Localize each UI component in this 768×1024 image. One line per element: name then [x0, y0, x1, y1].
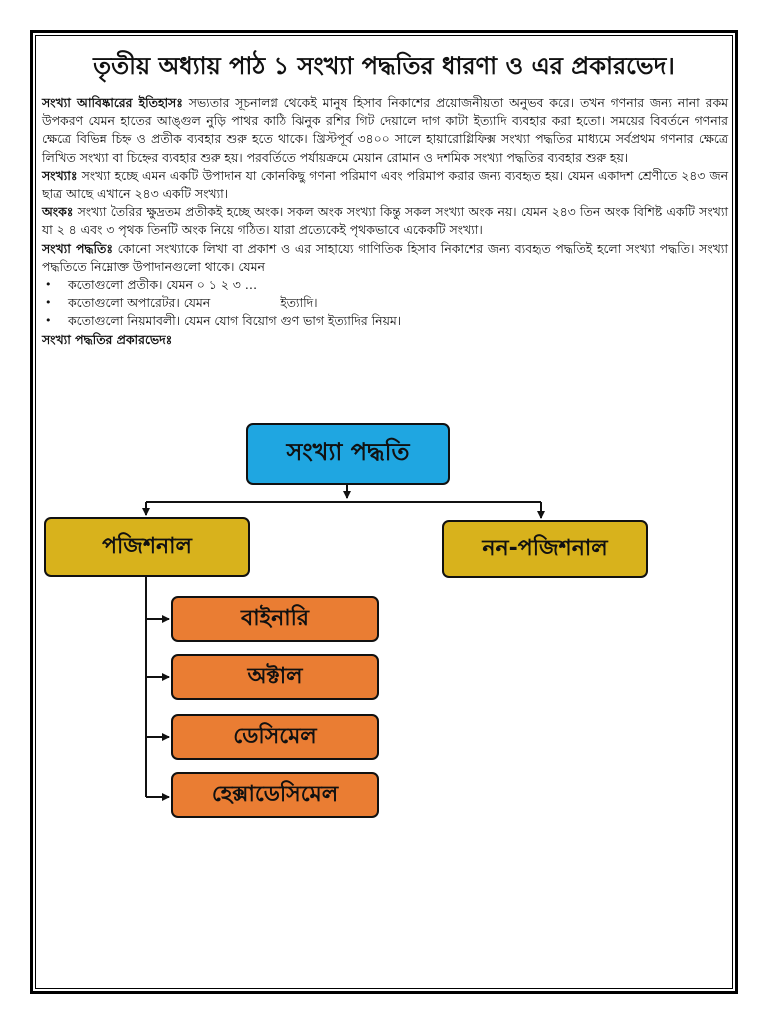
- hexadecimal-node: হেক্সাডেসিমেল: [171, 772, 379, 818]
- octal-node: অক্টাল: [171, 654, 379, 700]
- types-heading-paragraph: [42, 331, 728, 349]
- list-item: [42, 294, 728, 312]
- rules-item-text: কতোগুলো নিয়মাবলী। যেমন যোগ বিয়োগ গুণ ভাগ ইত্যাদির নিয়ম।: [68, 313, 402, 329]
- number-system-node: সংখ্যা পদ্ধতি: [246, 423, 450, 485]
- history-text: সভ্যতার সূচনালগ্ন থেকেই মানুষ হিসাব নিকাশের প্রয়োজনীয়তা অনুভব করে। তখন গণনার জন্য নানা রকম উপকরণ যেমন হাতের আঙ্গুল নুড়ি পাথর কাঠি ঝিনুক রশির গিট দেয়ালে দাগ কাটা ইত্যাদি ব্যবহার করা হতো। সময়ের বিবর্তনে গণনার ক্ষেত্রে বিভিন্ন চিহ্ন ও প্রতীক ব্যবহার শুরু হতে থাকে। খ্রিস্টপূর্ব ৩৪০০ সালে হায়ারোগ্লিফিক্স সংখ্যা পদ্ধতির মাধ্যমে সর্বপ্রথম গণনার ক্ষেত্রে লিখিত সংখ্যা বা চিহ্নের ব্যবহার শুরু হয়। পরবর্তিতে পর্যায়ক্রমে মেয়ান রোমান ও দশমিক সংখ্যা পদ্ধতির ব্যবহার শুরু হয়।: [42, 95, 728, 165]
- positional-node: পজিশনাল: [44, 517, 250, 577]
- history-paragraph: [42, 94, 728, 167]
- operators-item-text: কতোগুলো অপারেটর। যেমন: [68, 295, 211, 311]
- number-system-definition-paragraph: [42, 240, 728, 276]
- decimal-node: ডেসিমেল: [171, 714, 379, 760]
- symbols-item-text: কতোগুলো প্রতীক। যেমন ০ ১ ২ ৩ …: [68, 277, 258, 293]
- number-definition-heading: সংখ্যাঃ: [42, 167, 78, 183]
- list-item: [42, 312, 728, 330]
- history-heading: সংখ্যা আবিষ্কারের ইতিহাসঃ: [42, 95, 183, 110]
- number-system-definition-heading: সংখ্যা পদ্ধতিঃ: [42, 240, 113, 256]
- operators-item-etc: ইত্যাদি।: [280, 295, 318, 311]
- digit-definition-heading: অংকঃ: [42, 204, 74, 220]
- digit-definition-text: সংখ্যা তৈরির ক্ষুদ্রতম প্রতীকই হচ্ছে অংক। সকল অংক সংখ্যা কিন্তু সকল সংখ্যা অংক নয়। যেমন ২৪৩ তিন অংক বিশিষ্ট একটি সংখ্যা যা ২ ৪ এবং ৩ পৃথক তিনটি অংক নিয়ে গঠিত। যারা প্রত্যেকেই পৃথকভাবে একেকটি সংখ্যা।: [42, 204, 728, 238]
- components-list: [42, 276, 728, 331]
- number-definition-text: সংখ্যা হচ্ছে এমন একটি উপাদান যা কোনকিছু গণনা পরিমাণ এবং পরিমাপ করার জন্য ব্যবহৃত হয়। যেমন একাদশ শ্রেণীতে ২৪৩ জন ছাত্র আছে এখানে ২৪৩ একটি সংখ্যা।: [42, 167, 728, 202]
- types-heading: সংখ্যা পদ্ধতির প্রকারভেদঃ: [42, 331, 173, 347]
- number-definition-paragraph: [42, 167, 728, 203]
- number-system-definition-text: কোনো সংখ্যাকে লিখা বা প্রকাশ ও এর সাহায্যে গাণিতিক হিসাব নিকাশের জন্য ব্যবহৃত পদ্ধতিই হলো সংখ্যা পদ্ধতি। সংখ্যা পদ্ধতিতে নিম্নোক্ত উপাদানগুলো থাকে। যেমন: [42, 240, 728, 274]
- page-title: তৃতীয় অধ্যায় পাঠ ১ সংখ্যা পদ্ধতির ধারণা ও এর প্রকারভেদ।: [93, 51, 675, 80]
- digit-definition-paragraph: [42, 203, 728, 239]
- lesson-body: [42, 94, 728, 349]
- list-item: [42, 276, 728, 294]
- binary-node: বাইনারি: [171, 596, 379, 642]
- non-positional-node: নন-পজিশনাল: [442, 520, 648, 578]
